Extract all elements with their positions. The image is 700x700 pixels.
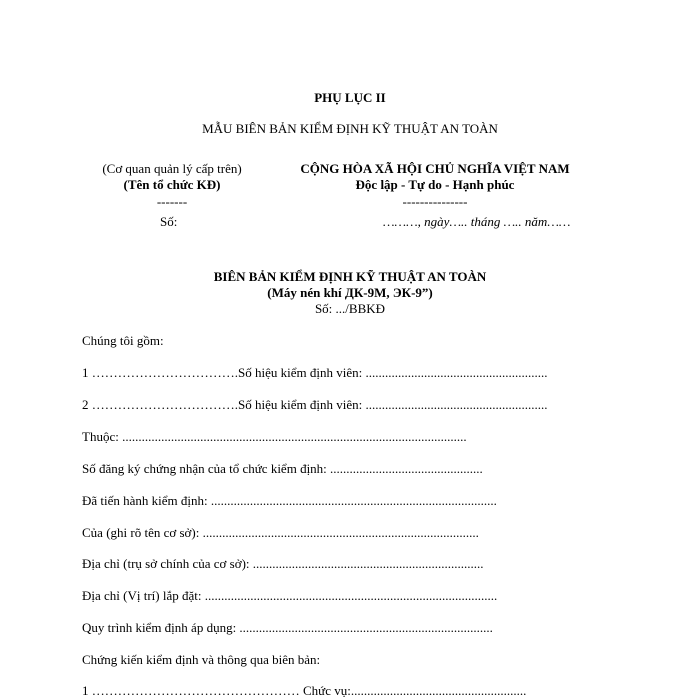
body-line: 1 …………………………….Số hiệu kiểm định viên: ........................................................	[82, 365, 548, 380]
body-line: 1 ………………………………………… Chức vụ:......................................................	[82, 683, 527, 698]
body-line: Địa chỉ (trụ sở chính của cơ sở): .......................................................................	[82, 556, 484, 571]
report-number: Số: .../BBKĐ	[314, 301, 386, 316]
form-title: MẪU BIÊN BẢN KIỂM ĐỊNH KỸ THUẬT AN TOÀN	[202, 121, 498, 136]
body-line: Của (ghi rõ tên cơ sở): .....................................................................................	[82, 525, 479, 540]
body-line: Quy trình kiểm định áp dụng: ..............................................................................	[82, 620, 493, 635]
number-label: Số:	[160, 214, 178, 229]
body-line: Địa chỉ (Vị trí) lắp đặt: ..........................................................................................	[82, 588, 498, 603]
left-divider: -------	[156, 194, 188, 209]
agency-label: (Cơ quan quản lý cấp trên)	[102, 161, 242, 176]
date-line: ………, ngày….. tháng ….. năm……	[383, 214, 571, 229]
body-line: 2 …………………………….Số hiệu kiểm định viên: ........................................................	[82, 397, 548, 412]
organization-name: (Tên tổ chức KĐ)	[123, 177, 221, 192]
national-motto: Độc lập - Tự do - Hạnh phúc	[355, 177, 515, 192]
body-line: Số đăng ký chứng nhận của tổ chức kiểm định: ...............................................	[82, 461, 483, 476]
body-line: Chứng kiến kiểm định và thông qua biên bản:	[82, 652, 321, 667]
appendix-title: PHỤ LỤC II	[314, 90, 386, 105]
body-line: Đã tiến hành kiểm định: ........................................................................................	[82, 493, 497, 508]
country-name: CỘNG HÒA XÃ HỘI CHỦ NGHĨA VIỆT NAM	[300, 161, 570, 176]
report-title: BIÊN BẢN KIỂM ĐỊNH KỸ THUẬT AN TOÀN	[213, 269, 487, 284]
report-subtitle: (Máy nén khí ДК-9М, ЭК-9”)	[267, 285, 433, 300]
body-line: Thuộc: ..........................................................................................................	[82, 429, 467, 444]
body-line: Chúng tôi gồm:	[82, 333, 164, 348]
right-divider: ---------------	[402, 194, 468, 209]
